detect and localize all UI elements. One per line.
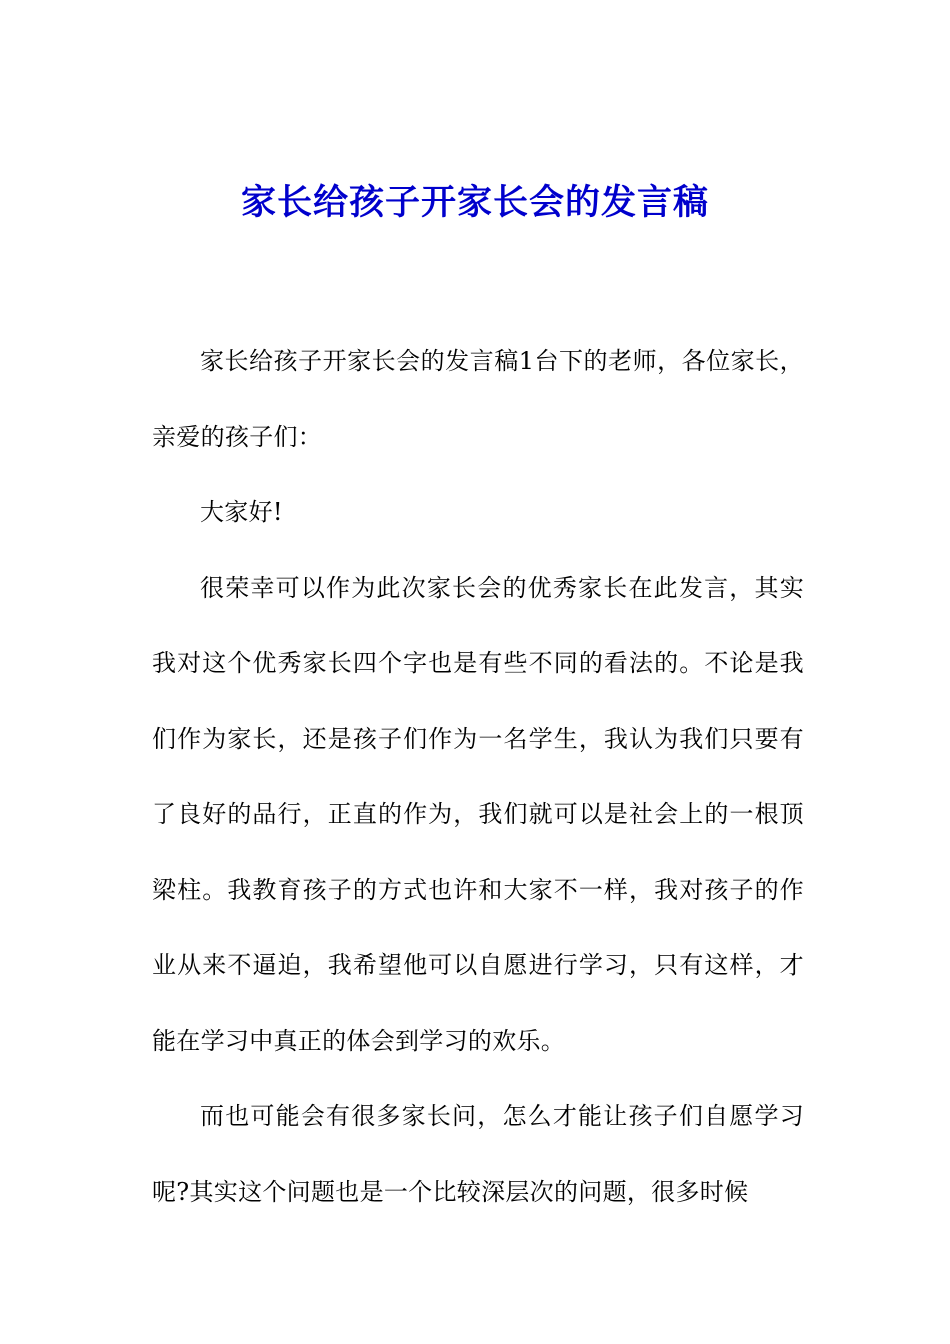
- paragraph-question: 而也可能会有很多家长问，怎么才能让孩子们自愿学习呢?其实这个问题也是一个比较深层次的问题，很多时候: [152, 1102, 804, 1206]
- document-title: 家长给孩子开家长会的发言稿: [240, 182, 709, 223]
- document-body: [152, 324, 804, 1230]
- paragraph-hello: 大家好!: [200, 498, 283, 526]
- paragraph-intro: 很荣幸可以作为此次家长会的优秀家长在此发言，其实我对这个优秀家长四个字也是有些不同的看法的。不论是我们作为家长，还是孩子们作为一名学生，我认为我们只要有了良好的品行，正直的作为，我们就可以是社会上的一根顶梁柱。我教育孩子的方式也许和大家不一样，我对孩子的作业从来不逼迫，我希望他可以自愿进行学习，只有这样，才能在学习中真正的体会到学习的欢乐。: [152, 573, 804, 1055]
- paragraph-greeting: 家长给孩子开家长会的发言稿1台下的老师，各位家长，亲爱的孩子们：: [152, 347, 804, 451]
